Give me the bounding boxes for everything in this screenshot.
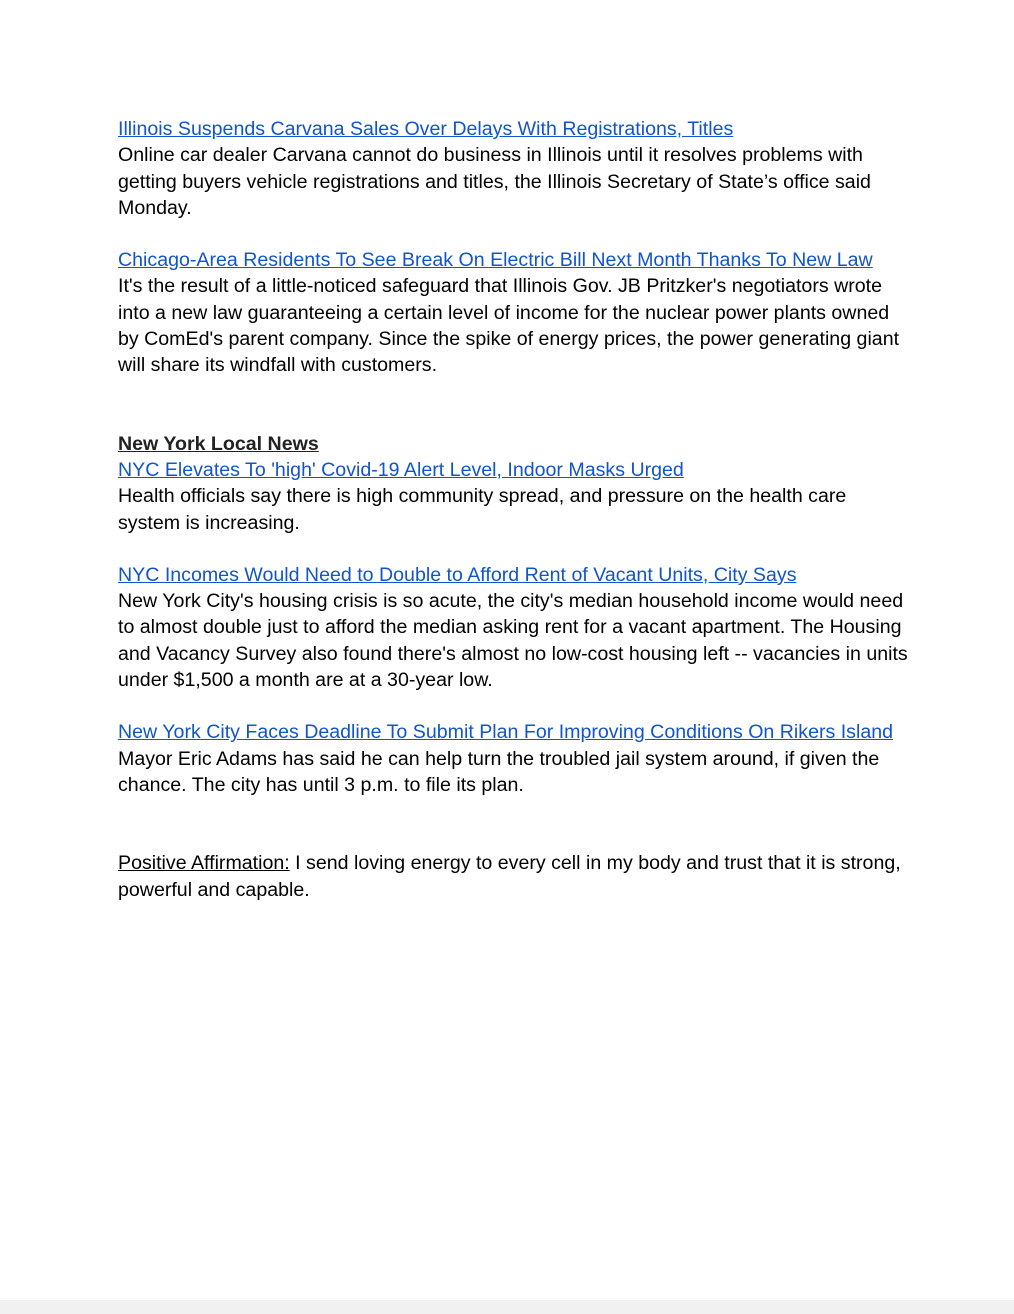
affirmation-text: I send loving energy to every cell in my body and trust that it is strong, powerful and capable. (118, 852, 901, 901)
section-new-york-local-news (118, 431, 908, 799)
article-illinois-carvana (118, 116, 908, 221)
article-rikers-island (118, 719, 908, 798)
article-link[interactable]: Illinois Suspends Carvana Sales Over Delays With Registrations, Titles (118, 118, 734, 140)
section-heading: New York Local News (118, 432, 319, 455)
article-chicago-electric (118, 247, 908, 378)
article-link[interactable]: NYC Incomes Would Need to Double to Afford Rent of Vacant Units, City Says (118, 563, 797, 586)
article-summary: Mayor Eric Adams has said he can help turn the troubled jail system around, if given the chance. The city has until 3 p.m. to file its plan. (118, 747, 880, 796)
article-link[interactable]: NYC Elevates To 'high' Covid-19 Alert Level, Indoor Masks Urged (118, 458, 684, 481)
article-link[interactable]: Chicago-Area Residents To See Break On Electric Bill Next Month Thanks To New Law (118, 249, 873, 272)
article-summary: It's the result of a little-noticed safeguard that Illinois Gov. JB Pritzker's negotiators wrote into a new law guaranteeing a certain level of income for the nuclear power plants owned by ComEd's parent company. Since the spike of energy prices, the power generating giant will share its windfall with customers. (118, 275, 900, 377)
article-nyc-covid (118, 457, 908, 536)
article-link[interactable]: New York City Faces Deadline To Submit Plan For Improving Conditions On Rikers Island (118, 721, 894, 744)
document-content (118, 116, 908, 903)
affirmation-label: Positive Affirmation: (118, 852, 290, 875)
article-summary: Online car dealer Carvana cannot do business in Illinois until it resolves problems with getting buyers vehicle registrations and titles, the Illinois Secretary of State’s office said Monday. (118, 144, 871, 219)
article-nyc-incomes (118, 562, 908, 693)
positive-affirmation (118, 850, 908, 903)
article-summary: New York City's housing crisis is so acute, the city's median household income would need to almost double just to afford the median asking rent for a vacant apartment. The Housing and Vacancy Survey also found there's almost no low-cost housing left -- vacancies in units under $1,500 a month are at a 30-year low. (118, 590, 908, 692)
article-summary: Health officials say there is high community spread, and pressure on the health care system is increasing. (118, 485, 847, 534)
